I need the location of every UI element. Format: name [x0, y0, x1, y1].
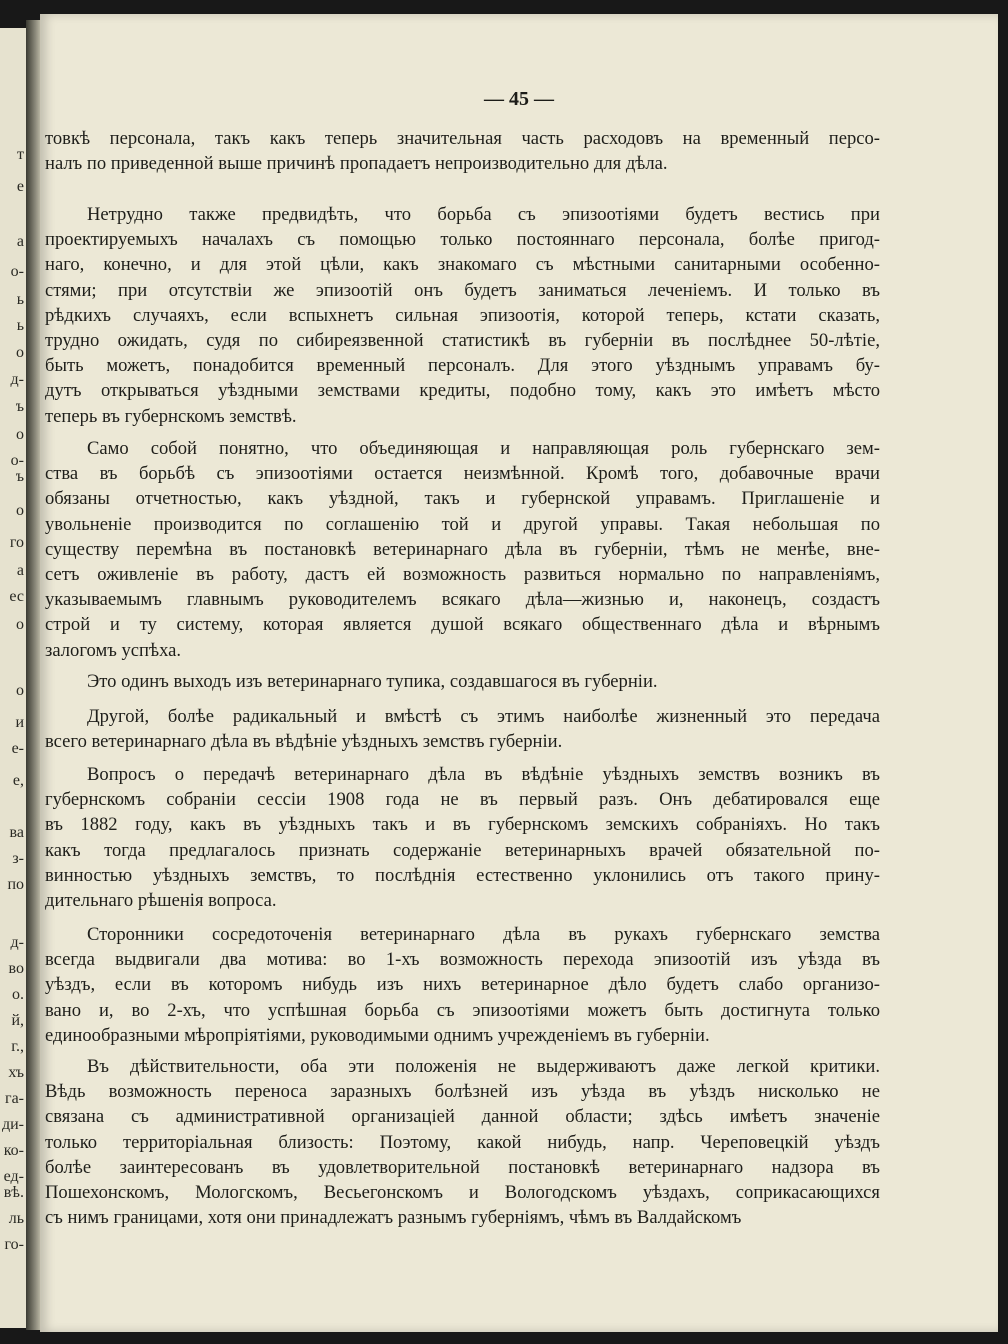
- margin-fragment: ь: [16, 317, 24, 334]
- text-line: трудно ожидать, судя по сибиреязвенной статистикѣ въ губерніи въ послѣднее 50-лѣтіе,: [45, 329, 880, 351]
- text-line: увольненіе производится по соглашенію той и другой управы. Такая небольшая по: [45, 513, 880, 535]
- text-line: дительнаго рѣшенія вопроса.: [45, 889, 277, 911]
- margin-fragment: е,: [12, 772, 24, 789]
- text-line: всегда выдвигали два мотива: во 1-хъ возможность перехода эпизоотій изъ уѣзда въ: [45, 949, 880, 971]
- margin-fragment: ъ: [15, 468, 24, 485]
- margin-fragment: вѣ.: [3, 1184, 24, 1201]
- text-line: Само собой понятно, что объединяющая и направляющая роль губернскаго зем-: [87, 438, 880, 459]
- margin-fragment: ъ: [15, 398, 24, 415]
- margin-fragment: т: [17, 146, 24, 163]
- text-line: уѣздъ, если въ которомъ нибудь изъ нихъ ветеринарное дѣло будетъ слабо организо-: [45, 974, 880, 996]
- margin-fragment: о-: [10, 452, 24, 469]
- margin-fragment: ко-: [3, 1142, 24, 1159]
- text-line: съ нимъ границами, хотя они принадлежатъ разнымъ губерніямъ, чѣмъ въ Валдайскомъ: [45, 1207, 742, 1229]
- margin-fragment: о: [16, 502, 24, 519]
- margin-fragment: е-: [11, 740, 24, 757]
- margin-fragment: хъ: [8, 1064, 24, 1081]
- text-line: наго, конечно, и для этой цѣли, какъ знакомаго съ мѣстными санитарными особенно-: [45, 254, 880, 276]
- margin-fragment: по: [7, 876, 24, 893]
- margin-fragment: е: [16, 178, 24, 195]
- margin-fragment: ва: [9, 824, 24, 841]
- paragraph: [45, 436, 880, 663]
- text-line: дутъ открываться уѣздными земствами кредиты, подобно тому, какъ это имѣетъ мѣсто: [45, 380, 880, 402]
- text-line: сетъ оживленіе въ работу, дастъ ей возможность развиться нормально по направленіямъ,: [45, 563, 880, 585]
- text-line: залогомъ успѣха.: [45, 639, 182, 661]
- paragraph: [45, 202, 880, 429]
- paragraph: [45, 669, 880, 694]
- text-line: Это одинъ выходъ изъ ветеринарнаго тупика, создавшагося въ губерніи.: [87, 671, 658, 692]
- margin-fragment: во: [8, 960, 24, 977]
- text-line: всего ветеринарнаго дѣла въ вѣдѣніе уѣздныхъ земствъ губерніи.: [45, 731, 563, 753]
- text-line: Въ дѣйствительности, оба эти положенія не выдерживаютъ даже легкой критики.: [87, 1056, 880, 1077]
- margin-fragment: о: [16, 426, 24, 443]
- paragraph: [45, 1054, 880, 1230]
- margin-fragment: го: [9, 534, 24, 551]
- text-line: строй и ту систему, которая является душой всякаго общественнаго дѣла и вѣрнымъ: [45, 614, 880, 636]
- margin-fragment: й,: [11, 1012, 24, 1029]
- margin-fragment: д-: [10, 371, 24, 388]
- document-page: [40, 14, 998, 1332]
- margin-fragment: а: [16, 562, 24, 579]
- text-line: обязаны отчетностью, какъ уѣздной, такъ и губернской управамъ. Приглашеніе и: [45, 488, 880, 510]
- margin-fragment: г.,: [11, 1038, 24, 1055]
- margin-fragment: ед-: [3, 1168, 24, 1185]
- text-line: винностью уѣздныхъ земствъ, то послѣднія естественно уклонились отъ такого прину-: [45, 864, 880, 886]
- text-line: быть можетъ, понадобится временный персоналъ. Для этого уѣзднымъ управамъ бу-: [45, 355, 880, 377]
- adjacent-page-margin: [0, 28, 26, 1328]
- text-line: только территоріальная близость: Поэтому, какой нибудь, напр. Череповецкій уѣздъ: [45, 1131, 880, 1153]
- margin-fragment: ль: [8, 1210, 24, 1227]
- text-line: указываемымъ главнымъ руководителемъ всякаго дѣла—жизнью и, наконецъ, создастъ: [45, 589, 880, 611]
- text-line: ства въ борьбѣ съ эпизоотіями остается неизмѣнной. Кромѣ того, добавочные врачи: [45, 463, 880, 485]
- margin-fragment: о: [16, 682, 24, 699]
- margin-fragment: о-: [10, 263, 24, 280]
- text-line: Пошехонскомъ, Мологскомъ, Весьегонскомъ и Вологодскомъ уѣздахъ, соприкасающихся: [45, 1181, 880, 1203]
- margin-fragment: а: [16, 233, 24, 250]
- margin-fragment: ес: [9, 588, 24, 605]
- margin-fragment: ди-: [1, 1116, 24, 1133]
- text-line: стями; при отсутствіи же эпизоотій онъ будетъ заниматься леченіемъ. И только въ: [45, 279, 880, 301]
- margin-fragment: о: [16, 616, 24, 633]
- margin-fragment: га-: [5, 1090, 24, 1107]
- margin-fragment: д-: [10, 934, 24, 951]
- text-line: проектируемыхъ началахъ съ помощью только постояннаго персонала, болѣе пригод-: [45, 229, 880, 251]
- paragraph: [45, 922, 880, 1048]
- text-line: связана съ административной организаціей данной области; здѣсь имѣетъ значеніе: [45, 1106, 880, 1128]
- text-line: Сторонники сосредоточенія ветеринарнаго дѣла въ рукахъ губернскаго земства: [87, 924, 880, 945]
- text-line: какъ тогда предлагалось признать содержаніе ветеринарныхъ врачей обязательной по-: [45, 839, 880, 861]
- text-line: болѣе заинтересованъ въ удовлетворительной постановкѣ ветеринарнаго надзора въ: [45, 1156, 880, 1178]
- margin-fragment: з-: [12, 850, 24, 867]
- text-line: губернскомъ собраніи сессіи 1908 года не въ первый разъ. Онъ дебатировался еще: [45, 789, 880, 811]
- text-line: въ 1882 году, какъ въ уѣздныхъ такъ и въ губернскомъ земскихъ собраніяхъ. Но такъ: [45, 814, 880, 836]
- text-line: существу перемѣна въ постановкѣ ветеринарнаго дѣла въ губерніи, тѣмъ не менѣе, вне-: [45, 538, 880, 560]
- text-line: Вопросъ о передачѣ ветеринарнаго дѣла въ вѣдѣніе уѣздныхъ земствъ возникъ въ: [87, 764, 880, 785]
- text-line: товкѣ персонала, такъ какъ теперь значительная часть расходовъ на временный персо-: [45, 128, 880, 149]
- text-line: налъ по приведенной выше причинѣ пропадаетъ непроизводительно для дѣла.: [45, 153, 668, 175]
- margin-fragment: и: [15, 714, 24, 731]
- margin-fragment: го-: [4, 1236, 24, 1253]
- text-line: рѣдкихъ случаяхъ, если вспыхнетъ сильная эпизоотія, которой теперь, кстати сказать,: [45, 304, 880, 326]
- text-line: Нетрудно также предвидѣть, что борьба съ эпизоотіями будетъ вестись при: [87, 204, 880, 225]
- paragraph: [45, 126, 880, 176]
- margin-fragment: о.: [12, 986, 24, 1003]
- paragraph: [45, 762, 880, 913]
- text-line: Другой, болѣе радикальный и вмѣстѣ съ этимъ наиболѣе жизненный это передача: [87, 706, 880, 727]
- margin-fragment: о: [16, 344, 24, 361]
- text-line: Вѣдь возможность переноса заразныхъ болѣзней изъ уѣзда въ уѣздъ нисколько не: [45, 1081, 880, 1103]
- text-line: теперь въ губернскомъ земствѣ.: [45, 405, 297, 427]
- margin-fragment: ь: [16, 291, 24, 308]
- text-line: вано и, во 2-хъ, что успѣшная борьба съ эпизоотіями можетъ быть достигнута только: [45, 999, 880, 1021]
- page-number: — 45 —: [484, 88, 554, 110]
- text-line: единообразными мѣропріятіями, руководимыми однимъ учрежденіемъ въ губерніи.: [45, 1024, 710, 1046]
- paragraph: [45, 704, 880, 754]
